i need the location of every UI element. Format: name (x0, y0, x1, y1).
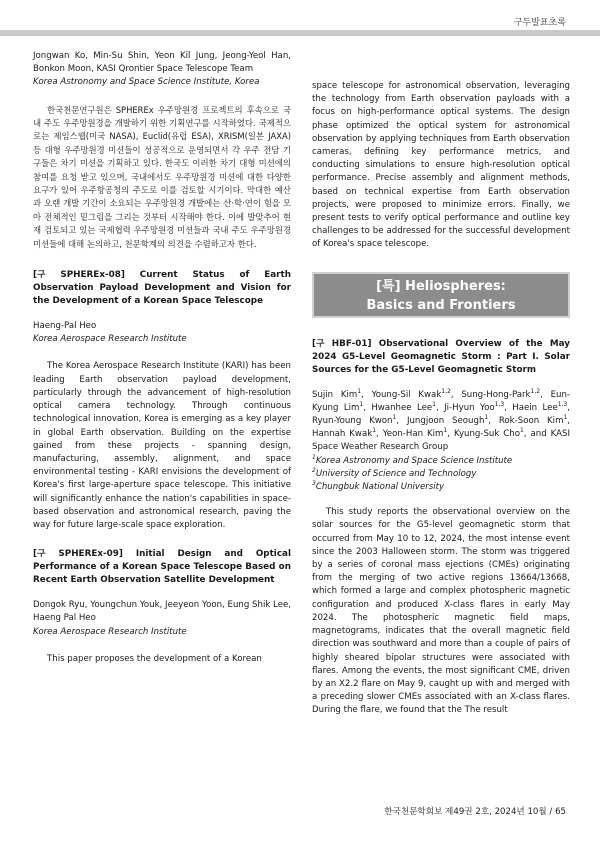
abstract-08-body: The Korea Aerospace Research Institute (KARI) has been leading Earth observation payload development, particularly through the advancement of high-resolution optical camera technology. Through continuous technological innovation, Korea is emerging as a key player in global Earth observation. Building on the expertise gained from these projects - spanning design, manufacturing, assembly, alignment, and space environmental testing - KARI envisions the development of Korea's first large-aperture space telescope. This initiative will significantly enhance the nation's capabilities in space-based observation and astronomical research, paving the way for future large-scale space exploration. (33, 361, 291, 530)
author-name: Hannah Kwak (312, 429, 373, 440)
banner-line-1: [특] Heliospheres: (376, 278, 506, 294)
author-name: Jungjoon Seough (406, 416, 485, 427)
affiliation-sup: 1 (312, 453, 316, 461)
author-affiliation-sup: 1 (563, 414, 568, 422)
header-rule (0, 30, 600, 36)
author-name: Kyung-Suk Cho (453, 429, 521, 440)
abstract-hbf01-body: This study reports the observational overview on the solar sources for the G5-level geomagnetic storm that occurred from May 10 to 12, 2024, the most intense event since the 2003 Halloween storm. The storm was triggered by a series of coronal mass ejections (CMEs) originating from the merging of two active regions 13664/13668, which formed a large and complex photospheric magnetic configuration and produced X-class flares in early May 2024. The photospheric magnetic field maps, magnetograms, indicates that the overall magnetic field direction was southward and more than a couple of pairs of highly sheared bipolar structures were associated with flares. Among the events, the most significant CME, driven by an X2.2 flare on May 9, caught up with and merged with a preceding slower CMEs associated with an X-class flares. During the flare, we found that the The result (312, 507, 570, 716)
author-affiliation-sup: 1,2 (441, 387, 451, 395)
author-affiliation-sup: 1 (432, 400, 436, 408)
header-section-tag: 구두발표초록 (513, 18, 566, 28)
affiliation-line (312, 481, 570, 494)
page-footer: 한국천문학회보 제49권 2호, 2024년 10월 / 65 (384, 807, 566, 817)
author-affiliation-sup: 1,2 (530, 387, 541, 395)
abstract-hbf01-title: [구 HBF-01] Observational Overview of the May 2024 G5-Level Geomagnetic Storm : Part I. Solar Sources for the G5-Level Geomagnetic Storm (312, 338, 570, 375)
author-affiliation-sup: 1 (359, 400, 364, 408)
author-affiliation-sup: 1 (484, 414, 489, 422)
abstract-hbf01-authors: Sujin Kim$^1$, Young-Sil Kwak$^{1,2}$, Sung-Hong-Park$^{1,2}$, Eun-Kyung Lim$^1$, Hwanhee Lee$^1$, Ji-Hyun Yoo$^{1,3}$, Haein Lee$^{1,3}$, Ryun-Young Kwon$^1$, Jungjoon Seough$^1$, Rok-Soon Kim$^1$, Hannah Kwak$^1$, Yeon-Han Kim$^1$, Kyung-Suk Cho$^1$, and KASI Space Weather Research Group (312, 387, 571, 453)
intro-authors: Jongwan Ko, Min-Su Shin, Yeon Kil Jung, Jeong-Yeol Han, Bonkon Moon, KASI Qrontier Space Telescope Team (33, 51, 291, 75)
affiliation-name: University of Science and Technology (315, 468, 477, 479)
author-affiliation-sup: 1 (443, 427, 448, 435)
author-affiliation-sup: 1 (392, 414, 397, 422)
author-affiliation-sup: 1,3 (557, 400, 568, 408)
banner-line-2: Basics and Frontiers (366, 297, 516, 313)
author-name: Yeon-Han Kim (382, 429, 444, 440)
author-name: Haein Lee (512, 402, 558, 413)
abstract-09-body-start: This paper proposes the development of a Korean (47, 653, 262, 664)
author-name: Ji-Hyun Yoo (444, 402, 495, 413)
author-affiliation-sup: 1 (520, 427, 524, 435)
author-name: Hwanhee Lee (371, 402, 433, 413)
author-affiliation-sup: 1 (357, 387, 362, 395)
affiliation-name: Chungbuk National University (315, 482, 445, 493)
abstract-hbf01-affiliations (312, 455, 570, 495)
abstract-08-authors: Haeng-Pal Heo (33, 321, 97, 332)
author-name: Rok-Soon Kim (498, 416, 564, 427)
intro-affiliation: Korea Astronomy and Space Science Institute, Korea (33, 77, 260, 88)
abstract-09-authors: Dongok Ryu, Youngchun Youk, Jeeyeon Yoon, Eung Shik Lee, Haeng Pal Heo (33, 600, 291, 624)
right-column (312, 80, 570, 718)
affiliation-line (312, 468, 570, 481)
left-column (33, 50, 291, 666)
author-name: Sujin Kim (312, 389, 358, 400)
author-name: Eun-Kyung Lim (312, 389, 570, 413)
authors-tail: and KASI Space Weather Research Group (312, 429, 570, 453)
author-name: Ryun-Young Kwon (312, 416, 393, 427)
continued-body: space telescope for astronomical observation, leveraging the technology from Earth observation payloads with a focus on high-performance optical systems. The design phase optimized the optical system for astronomical observation by applying techniques from Earth observation cameras, defining key performance metrics, and conducting simulations to ensure high-resolution optical performance. Precise assembly and alignment methods, based on technical expertise from Earth observation projects, were proposed to minimize errors. Finally, we present tests to verify optical performance and outline key challenges to be addressed for the successful development of Korea's space telescope. (312, 81, 570, 250)
intro-body: 한국천문연구원은 SPHEREx 우주망원경 프로젝트의 후속으로 국내 주도 우주망원경을 개발하기 위한 기획연구를 시작하였다. 국제적으로는 제임스웹(미국 NASA), Euclid(유럽 ESA), XRISM(일본 JAXA) 등 대형 우주망원경 미션들이 성공적으로 운영되면서 각 우주 전담 기구들은 차기 미션을 기획하고 있다. 한국도 이러한 차기 대형 미션에의 참여를 요청 받고 있으며, 국내에서도 우주망원경 미션에 대한 다양한 요구가 있어 우주항공청의 주도로 이를 검토할 시기이다. 막대한 예산과 오랜 개발 기간이 소요되는 우주망원경 개발에는 산·학·연이 힘을 모아 전체적인 밑그림을 그리는 것부터 시작해야 한다. 이에 발맞추어 현재 검토되고 있는 국제협력 우주망원경 미션들과 국내 주도 우주망원경 미션들에 대해 논의하고, 천문학계의 의견을 수렴하고자 한다. (33, 104, 291, 249)
affiliation-sup: 2 (312, 467, 316, 474)
author-name: Sung-Hong-Park (461, 389, 531, 400)
abstract-08-affiliation: Korea Aerospace Research Institute (33, 334, 187, 345)
affiliation-name: Korea Astronomy and Space Science Institute (315, 455, 513, 466)
affiliation-sup: 3 (312, 480, 316, 488)
author-name: Young-Sil Kwak (371, 389, 442, 400)
author-affiliation-sup: 1 (372, 427, 377, 435)
abstract-08-title: [구 SPHEREx-08] Current Status of Earth Observation Payload Development and Vision for the Development of a Korean Space Telescope (33, 270, 291, 307)
abstract-09-title: [구 SPHEREx-09] Initial Design and Optical Performance of a Korean Space Telescope Based on Recent Earth Observation Satellite Development (33, 549, 291, 586)
affiliation-line (312, 455, 570, 468)
author-affiliation-sup: 1,3 (494, 400, 505, 408)
session-banner (312, 272, 570, 318)
abstract-09-affiliation: Korea Aerospace Research Institute (33, 626, 187, 637)
